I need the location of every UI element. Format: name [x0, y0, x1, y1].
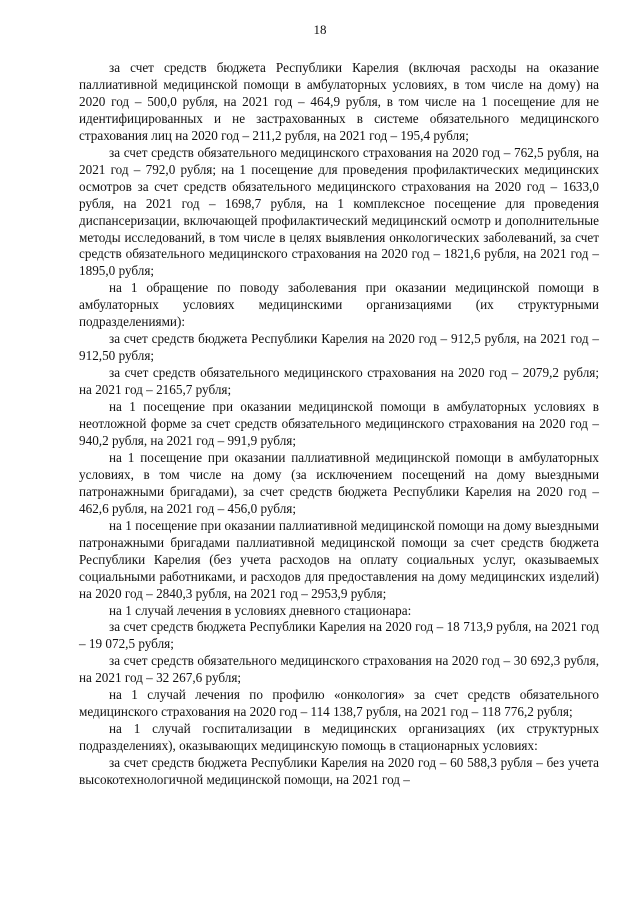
page-number: 18	[313, 22, 327, 37]
paragraph: за счет средств бюджета Республики Карелия на 2020 год – 18 713,9 рубля, на 2021 год – 19 072,5 рубля;	[79, 619, 599, 652]
paragraph: на 1 обращение по поводу заболевания при оказании медицинской помощи в амбулаторных условиях медицинскими организациями (их структурными подразделениями):	[79, 280, 599, 330]
paragraph: за счет средств обязательного медицинского страхования на 2020 год – 2079,2 рубля; на 2021 год – 2165,7 рубля;	[79, 365, 599, 398]
paragraph: за счет средств обязательного медицинского страхования на 2020 год – 762,5 рубля, на 2021 год – 792,0 рубля; на 1 посещение для проведения профилактических медицинских осмотров за счет средств обязательного медицинского страхования на 2020 год – 1633,0 рубля, на 2021 год – 1698,7 рубля, на 1 комплексное посещение для проведения диспансеризации, включающей профилактический медицинский осмотр и дополнительные методы исследований, в том числе в целях выявления онкологических заболеваний, за счет средств обязательного медицинского страхования на 2020 год – 1821,6 рубля, на 2021 год – 1895,0 рубля;	[79, 144, 599, 279]
paragraph: на 1 посещение при оказании паллиативной медицинской помощи в амбулаторных условиях, в том числе на дому (за исключением посещений на дому выездными патронажными бригадами), за счет средств бюджета Республики Карелия на 2020 год – 462,6 рубля, на 2021 год – 456,0 рубля;	[79, 449, 599, 516]
paragraph: за счет средств бюджета Республики Карелия (включая расходы на оказание паллиативной медицинской помощи в амбулаторных условиях, в том числе на дому) на 2020 год – 500,0 рубля, на 2021 год – 464,9 рубля, в том числе на 1 посещение для не идентифицированных и не застрахованных в системе обязательного медицинского страхования лиц на 2020 год – 211,2 рубля, на 2021 год – 195,4 рубля;	[79, 60, 599, 143]
document-body	[79, 60, 599, 789]
paragraph: за счет средств бюджета Республики Карелия на 2020 год – 912,5 рубля, на 2021 год – 912,50 рубля;	[79, 331, 599, 364]
paragraph: на 1 случай госпитализации в медицинских организациях (их структурных подразделениях), оказывающих медицинскую помощь в стационарных условиях:	[79, 721, 599, 754]
paragraph: на 1 посещение при оказании медицинской помощи в амбулаторных условиях в неотложной форме за счет средств обязательного медицинского страхования на 2020 год – 940,2 рубля, на 2021 год – 991,9 рубля;	[79, 399, 599, 448]
paragraph: за счет средств бюджета Республики Карелия на 2020 год – 60 588,3 рубля – без учета высокотехнологичной медицинской помощи, на 2021 год –	[79, 755, 599, 788]
paragraph: на 1 случай лечения по профилю «онкология» за счет средств обязательного медицинского страхования на 2020 год – 114 138,7 рубля, на 2021 год – 118 776,2 рубля;	[79, 687, 599, 720]
paragraph: на 1 посещение при оказании паллиативной медицинской помощи на дому выездными патронажными бригадами паллиативной медицинской помощи за счет средств бюджета Республики Карелия (без учета расходов на оплату социальных услуг, оказываемых социальными работниками, и расходов для предоставления на дому медицинских изделий) на 2020 год – 2840,3 рубля, на 2021 год – 2953,9 рубля;	[79, 517, 599, 601]
paragraph: за счет средств обязательного медицинского страхования на 2020 год – 30 692,3 рубля, на 2021 год – 32 267,6 рубля;	[79, 653, 599, 686]
paragraph: на 1 случай лечения в условиях дневного стационара:	[109, 602, 412, 618]
